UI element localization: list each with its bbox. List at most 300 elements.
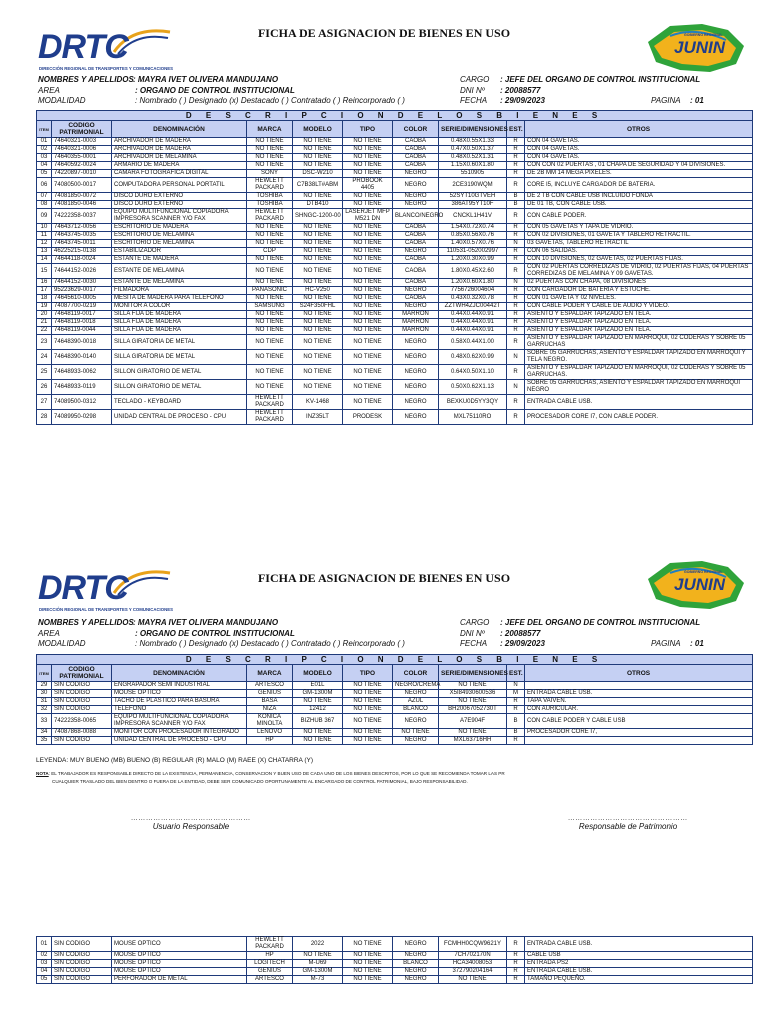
cell-item: 02 xyxy=(37,952,52,960)
cell-otros: CABLE USB xyxy=(525,952,753,960)
table-row xyxy=(37,395,753,410)
col-estado: EST. xyxy=(507,121,525,138)
cell-estado: R xyxy=(507,138,525,146)
cell-marca: HP xyxy=(247,952,293,960)
cell-color: NEGRO xyxy=(393,410,439,425)
legend: LEYENDA: MUY BUENO (MB) BUENO (B) REGULAR (R) MALO (M) RAEE (X) CHATARRA (Y) xyxy=(36,757,313,764)
cell-item: 17 xyxy=(37,287,52,295)
cell-color: NEGRO xyxy=(393,714,439,729)
col-denominacion: DENOMINACIÓN xyxy=(112,121,247,138)
cell-otros: ASIENTO Y ESPALDAR TAPIZADO EN TELA. xyxy=(525,319,753,327)
inventory-table-page-3 xyxy=(36,936,753,984)
cell-serie: 1.20X0.60X1.80 xyxy=(439,279,507,287)
cell-estado: B xyxy=(507,729,525,737)
cell-color: CAOBA xyxy=(393,224,439,232)
table-row xyxy=(37,714,753,729)
inventory-table-page-1 xyxy=(36,110,753,425)
rows-page-2 xyxy=(37,682,753,745)
cell-modelo: NO TIENE xyxy=(293,335,343,350)
cell-estado: R xyxy=(507,737,525,745)
fecha-label: FECHA xyxy=(460,96,488,105)
cell-modelo: GM-1300M xyxy=(293,690,343,698)
cell-codigo: 74648390-0018 xyxy=(52,335,112,350)
area-value-2: : ORGANO DE CONTROL INSTITUCIONAL xyxy=(135,629,295,638)
cell-otros: ASIENTO Y ESPALDAR TAPIZADO EN TELA. xyxy=(525,311,753,319)
cell-modelo: NO TIENE xyxy=(293,240,343,248)
cell-item: 32 xyxy=(37,706,52,714)
cell-tipo: NO TIENE xyxy=(343,737,393,745)
modalidad-value: : Nombrado ( ) Designado (x) Destacado ( ) Contratado ( ) Reincorporado ( ) xyxy=(135,96,405,105)
area-value: : ORGANO DE CONTROL INSTITUCIONAL xyxy=(135,86,295,95)
cell-serie: 110531-052002997 xyxy=(439,248,507,256)
cell-codigo: 74087700-0219 xyxy=(52,303,112,311)
cell-codigo: 74220897-0010 xyxy=(52,170,112,178)
col-serie: SERIE/DIMENSIONES xyxy=(439,665,507,682)
cell-tipo: NO TIENE xyxy=(343,248,393,256)
cell-codigo: 74648933-0062 xyxy=(52,365,112,380)
cell-codigo: 74222358-0065 xyxy=(52,714,112,729)
cell-modelo: NO TIENE xyxy=(293,224,343,232)
cell-marca: NO TIENE xyxy=(247,380,293,395)
cell-tipo: NO TIENE xyxy=(343,232,393,240)
cell-denominacion: DISCO DURO EXTERNO xyxy=(112,201,247,209)
cell-marca: SONY xyxy=(247,170,293,178)
cell-otros: ENTRADA CABLE USB. xyxy=(525,937,753,952)
cell-estado: B xyxy=(507,193,525,201)
cell-modelo: NO TIENE xyxy=(293,737,343,745)
cell-codigo: 74222358-0037 xyxy=(52,209,112,224)
section-title: D E S C R I P C I O N D E L O S B I E N E S xyxy=(37,655,753,665)
modalidad-value-2: : Nombrado ( ) Designado (x) Destacado ( ) Contratado ( ) Reincorporado ( ) xyxy=(135,639,405,648)
cell-tipo: NO TIENE xyxy=(343,968,393,976)
inventory-table-page-2 xyxy=(36,654,753,745)
cell-codigo: SIN CODIGO xyxy=(52,960,112,968)
cell-otros: CORE I5, INCLUYE CARGADOR DE BATERIA. xyxy=(525,178,753,193)
cell-tipo: NO TIENE xyxy=(343,146,393,154)
cell-marca: HEWLETT PACKARD xyxy=(247,395,293,410)
col-modelo: MODELO xyxy=(293,121,343,138)
cell-tipo: NO TIENE xyxy=(343,138,393,146)
cell-serie: MXL63716HH xyxy=(439,737,507,745)
cell-color: NEGRO xyxy=(393,193,439,201)
table-row xyxy=(37,256,753,264)
cell-denominacion: ARCHIVADOR DE MELAMINA xyxy=(112,154,247,162)
cell-serie: 0.48X0.52X1.31 xyxy=(439,154,507,162)
cell-denominacion: ESCRITORIO DE MELAMINA xyxy=(112,232,247,240)
cell-marca: HEWLETT PACKARD xyxy=(247,937,293,952)
cell-serie: NO TIENE xyxy=(439,698,507,706)
table-row xyxy=(37,706,753,714)
cell-estado: B xyxy=(507,201,525,209)
signature-line: ………………………………………… xyxy=(131,815,251,822)
cell-codigo: 74644152-0026 xyxy=(52,264,112,279)
cell-item: 23 xyxy=(37,335,52,350)
table-row xyxy=(37,154,753,162)
cell-codigo: SIN CODIGO xyxy=(52,737,112,745)
cell-serie: 52SYT10GTVEH xyxy=(439,193,507,201)
region-badge: JUNIN xyxy=(674,575,726,594)
nombres-value-2: : MAYRA IVET OLIVERA MANDUJANO xyxy=(133,618,279,627)
cell-marca: NO TIENE xyxy=(247,138,293,146)
table-row xyxy=(37,146,753,154)
cell-marca: HEWLETT PACKARD xyxy=(247,410,293,425)
cell-codigo: 74644152-0030 xyxy=(52,279,112,287)
cell-item: 03 xyxy=(37,154,52,162)
cell-color: CAOBA xyxy=(393,295,439,303)
col-modelo: MODELO xyxy=(293,665,343,682)
cell-estado: R xyxy=(507,968,525,976)
col-tipo: TIPO xyxy=(343,665,393,682)
cell-codigo: 74089500-0312 xyxy=(52,395,112,410)
cell-denominacion: ESTANTE DE MELAMINA xyxy=(112,279,247,287)
cell-serie: 0.44X0.44X0.91 xyxy=(439,311,507,319)
table-row xyxy=(37,240,753,248)
cell-denominacion: ESTANTE DE MADERA xyxy=(112,256,247,264)
cell-modelo: SHNGC-1200-00 xyxy=(293,209,343,224)
rows-page-1 xyxy=(37,138,753,425)
cell-item: 16 xyxy=(37,279,52,287)
cell-serie: 1.80X0.45X2.60 xyxy=(439,264,507,279)
table-row xyxy=(37,682,753,690)
cell-otros: CON 04 GAVETAS. xyxy=(525,138,753,146)
cell-codigo: 95223629-0017 xyxy=(52,287,112,295)
pagina-label-2: PAGINA xyxy=(651,639,681,648)
cell-item: 33 xyxy=(37,714,52,729)
cell-item: 22 xyxy=(37,327,52,335)
cell-modelo: NO TIENE xyxy=(293,279,343,287)
cell-otros: 03 GAVETAS, TABLERO RETRACTIL xyxy=(525,240,753,248)
cell-color: NEGRO xyxy=(393,335,439,350)
cell-item: 14 xyxy=(37,256,52,264)
cell-tipo: NO TIENE xyxy=(343,960,393,968)
cell-color: NEGRO xyxy=(393,178,439,193)
cell-modelo: NO TIENE xyxy=(293,327,343,335)
cell-serie: 2CE3190WQM xyxy=(439,178,507,193)
table-row xyxy=(37,232,753,240)
cell-denominacion: EQUIPO MULTIFUNCIONAL COPIADORA IMPRESORA SCANNER Y/O FAX xyxy=(112,714,247,729)
cell-color: NEGRO xyxy=(393,350,439,365)
cell-color: CAOBA xyxy=(393,256,439,264)
region-badge-small: GOBIERNO REGIONAL xyxy=(684,33,723,37)
cell-modelo: BIZHUB 367 xyxy=(293,714,343,729)
cell-codigo: 74643712-0056 xyxy=(52,224,112,232)
table-row xyxy=(37,209,753,224)
cell-modelo: NO TIENE xyxy=(293,264,343,279)
page-title: FICHA DE ASIGNACION DE BIENES EN USO xyxy=(257,26,511,40)
cell-modelo: M-U69 xyxy=(293,960,343,968)
table-row xyxy=(37,224,753,232)
junin-region-logo-2 xyxy=(640,557,750,621)
section-title: D E S C R I P C I O N D E L O S B I E N E S xyxy=(37,111,753,121)
cell-otros: ENTRADA PS2 xyxy=(525,960,753,968)
cell-codigo: 74648119-0044 xyxy=(52,327,112,335)
cell-color: NEGRO xyxy=(393,248,439,256)
cell-denominacion: TECLADO - KEYBOARD xyxy=(112,395,247,410)
cell-otros: 02 PUERTAS CON CHAPA, 08 DIVISIONES xyxy=(525,279,753,287)
cell-item: 06 xyxy=(37,178,52,193)
table-row xyxy=(37,295,753,303)
nombres-label: NOMBRES Y APELLIDOS xyxy=(38,75,134,84)
cell-estado: R xyxy=(507,154,525,162)
cell-codigo: SIN CODIGO xyxy=(52,952,112,960)
cell-serie: A7E904F xyxy=(439,714,507,729)
table-row xyxy=(37,690,753,698)
cell-tipo: NO TIENE xyxy=(343,303,393,311)
cell-tipo: NO TIENE xyxy=(343,365,393,380)
cell-denominacion: SILLON GIRATORIO DE METAL xyxy=(112,365,247,380)
cell-serie: ZZTWH4ZJC00442T xyxy=(439,303,507,311)
cell-item: 07 xyxy=(37,193,52,201)
table-row xyxy=(37,193,753,201)
table-row xyxy=(37,960,753,968)
cell-otros: CON 02 DIVISIONES, 01 GAVETA Y TABLERO RETRACTIL. xyxy=(525,232,753,240)
cell-codigo: 74640321-0006 xyxy=(52,146,112,154)
table-row xyxy=(37,279,753,287)
cell-otros: CON AURICULAR. xyxy=(525,706,753,714)
cell-estado: R xyxy=(507,232,525,240)
cell-modelo: DTB410 xyxy=(293,201,343,209)
cell-codigo: 74080500-0017 xyxy=(52,178,112,193)
col-serie: SERIE/DIMENSIONES xyxy=(439,121,507,138)
cell-marca: NO TIENE xyxy=(247,350,293,365)
table-row xyxy=(37,138,753,146)
cell-codigo: 74648933-0119 xyxy=(52,380,112,395)
signature-user xyxy=(126,815,256,831)
cell-otros: CON 04 GAVETAS. xyxy=(525,154,753,162)
cell-modelo: NO TIENE xyxy=(293,952,343,960)
cell-denominacion: MONITOR CON PROCESADOR INTEGRADO xyxy=(112,729,247,737)
cell-estado: R xyxy=(507,706,525,714)
modalidad-label-2: MODALIDAD xyxy=(38,639,86,648)
cell-tipo: NO TIENE xyxy=(343,682,393,690)
cell-modelo: S24F350FHL xyxy=(293,303,343,311)
cell-modelo: NO TIENE xyxy=(293,380,343,395)
table-row xyxy=(37,737,753,745)
cell-tipo: NO TIENE xyxy=(343,201,393,209)
cell-denominacion: SILLA FIJA DE MADERA xyxy=(112,327,247,335)
cell-color: BLANCO/NEGRO xyxy=(393,209,439,224)
cell-color: NO TIENE xyxy=(393,729,439,737)
cell-codigo: 74648119-0018 xyxy=(52,319,112,327)
cell-serie: 386AT95YT10F xyxy=(439,201,507,209)
cell-otros: CON CON 02 PUERTAS , 01 CHAPA DE SEGURIDAD Y 04 DIVISIONES. xyxy=(525,162,753,170)
cell-serie: 5510905 xyxy=(439,170,507,178)
cell-codigo: 74643745-0011 xyxy=(52,240,112,248)
cell-color: CAOBA xyxy=(393,232,439,240)
cell-serie: 1.54X0.72X0.74 xyxy=(439,224,507,232)
logo-subtitle: DIRECCIÓN REGIONAL DE TRANSPORTES Y COMUNICACIONES xyxy=(39,607,173,612)
table-row xyxy=(37,170,753,178)
cell-marca: ARTESCO xyxy=(247,682,293,690)
cell-otros: TAPA VAIVEN. xyxy=(525,698,753,706)
cell-codigo: SIN CODIGO xyxy=(52,682,112,690)
cell-color: MARRON xyxy=(393,319,439,327)
cell-marca: PANASONIC xyxy=(247,287,293,295)
cell-denominacion: MESITA DE MADERA PARA TELEFONO xyxy=(112,295,247,303)
table-row xyxy=(37,937,753,952)
cell-estado: R xyxy=(507,224,525,232)
cell-marca: NO TIENE xyxy=(247,365,293,380)
cell-marca: LOGITECH xyxy=(247,960,293,968)
cell-tipo: NO TIENE xyxy=(343,714,393,729)
cell-item: 18 xyxy=(37,295,52,303)
cell-tipo: NO TIENE xyxy=(343,937,393,952)
cell-item: 29 xyxy=(37,682,52,690)
cell-estado: R xyxy=(507,311,525,319)
cell-item: 10 xyxy=(37,224,52,232)
table-row xyxy=(37,178,753,193)
cell-otros: CON 01 GAVETA Y 02 NIVELES. xyxy=(525,295,753,303)
signature-line: ………………………………………… xyxy=(568,815,688,822)
table-row xyxy=(37,952,753,960)
cell-color: NEGRO xyxy=(393,690,439,698)
cell-marca: GENIUS xyxy=(247,968,293,976)
cell-otros: DE 2 TB CON CABLE USB INCLUIDO FONDA xyxy=(525,193,753,201)
cell-otros: CON 02 PUERTAS CORREDIZAS DE VIDRIO, 02 PUERTAS FIJAS, 04 PUERTAS CORREDIZAS DE MELAMINA Y 09 GAVETAS. xyxy=(525,264,753,279)
cell-tipo: NO TIENE xyxy=(343,264,393,279)
signature-user-label: Usuario Responsable xyxy=(152,822,230,831)
cell-color: NEGRO xyxy=(393,380,439,395)
cell-tipo: NO TIENE xyxy=(343,224,393,232)
cell-color: NEGRO xyxy=(393,365,439,380)
cell-tipo: NO TIENE xyxy=(343,193,393,201)
col-marca: MARCA xyxy=(247,121,293,138)
table-row xyxy=(37,350,753,365)
region-badge: JUNIN xyxy=(674,38,726,57)
cell-color: NEGRO xyxy=(393,170,439,178)
cell-modelo: HC-V250 xyxy=(293,287,343,295)
cell-item: 26 xyxy=(37,380,52,395)
cell-modelo: NO TIENE xyxy=(293,350,343,365)
cell-serie: 0.50X0.62X1.13 xyxy=(439,380,507,395)
cell-otros: CON 04 GAVETAS. xyxy=(525,146,753,154)
cell-item: 34 xyxy=(37,729,52,737)
table-header xyxy=(37,665,753,682)
cell-codigo: 74087868-0088 xyxy=(52,729,112,737)
cell-marca: NIZA xyxy=(247,706,293,714)
logo-subtitle: DIRECCIÓN REGIONAL DE TRANSPORTES Y COMUNICACIONES xyxy=(39,66,173,71)
cell-codigo: 74644118-0024 xyxy=(52,256,112,264)
cell-denominacion: MOUSE OPTICO xyxy=(112,952,247,960)
cell-item: 27 xyxy=(37,395,52,410)
region-badge-small: GOBIERNO REGIONAL xyxy=(684,570,723,574)
cell-marca: NO TIENE xyxy=(247,311,293,319)
cell-otros: CON 06 SALIDAS. xyxy=(525,248,753,256)
fecha-value: : 29/09/2023 xyxy=(500,96,545,105)
cell-item: 04 xyxy=(37,968,52,976)
sheet-page-2 xyxy=(0,545,768,845)
cell-modelo: INZ35LT xyxy=(293,410,343,425)
cell-modelo: 2022 xyxy=(293,937,343,952)
cell-serie: MXL75110RO xyxy=(439,410,507,425)
cell-serie: 0.43X0.32X0.78 xyxy=(439,295,507,303)
page-title-2: FICHA DE ASIGNACION DE BIENES EN USO xyxy=(257,571,511,585)
cell-marca: NO TIENE xyxy=(247,256,293,264)
cell-tipo: PRODESK xyxy=(343,410,393,425)
cell-denominacion: TACHO DE PLASTICO PARA BASURA xyxy=(112,698,247,706)
cell-otros: CON 05 GAVETAS Y TAPA DE VIDRIO. xyxy=(525,224,753,232)
cell-item: 15 xyxy=(37,264,52,279)
table-row xyxy=(37,287,753,295)
cell-estado: M xyxy=(507,690,525,698)
cell-serie: BEXKU0D5YY3QY xyxy=(439,395,507,410)
cell-marca: HP xyxy=(247,737,293,745)
cell-color: CAOBA xyxy=(393,138,439,146)
cell-marca: GENIUS xyxy=(247,690,293,698)
cell-codigo: 74081850-0046 xyxy=(52,201,112,209)
signature-patrimonio-label: Responsable de Patrimonio xyxy=(578,822,678,831)
cell-codigo: 74640355-0001 xyxy=(52,154,112,162)
cell-codigo: 74643745-0035 xyxy=(52,232,112,240)
cell-marca: CDP xyxy=(247,248,293,256)
cell-item: 28 xyxy=(37,410,52,425)
cell-estado: R xyxy=(507,698,525,706)
cell-modelo: M-73 xyxy=(293,976,343,984)
cell-color: NEGRO xyxy=(393,952,439,960)
cell-estado: R xyxy=(507,952,525,960)
cell-color: AZUL xyxy=(393,698,439,706)
cell-codigo: 74645610-0005 xyxy=(52,295,112,303)
cell-marca: SAMSUNG xyxy=(247,303,293,311)
cell-estado: N xyxy=(507,240,525,248)
cell-otros: CON CABLE PODER. xyxy=(525,209,753,224)
sheet-page-3 xyxy=(0,936,768,996)
table-row xyxy=(37,319,753,327)
cell-estado: R xyxy=(507,248,525,256)
dni-label: DNI Nº xyxy=(460,86,485,95)
cell-estado: R xyxy=(507,264,525,279)
cell-estado: R xyxy=(507,178,525,193)
cell-otros: ASIENTO Y ESPALDAR TAPIZADO EN MARROQUI, 02 CODERAS Y SOBRE 05 GARRUCHAS xyxy=(525,335,753,350)
cargo-value: : JEFE DEL ORGANO DE CONTROL INSTITUCIONAL xyxy=(500,75,701,84)
cell-item: 25 xyxy=(37,365,52,380)
cell-marca: NO TIENE xyxy=(247,232,293,240)
cell-otros: ENTRADA CABLE USB. xyxy=(525,968,753,976)
cell-modelo: C7B38LT#ABM xyxy=(293,178,343,193)
cell-marca: TOSHIBA xyxy=(247,201,293,209)
cell-modelo: NO TIENE xyxy=(293,138,343,146)
cell-serie: X5I84930600536 xyxy=(439,690,507,698)
cell-modelo: NO TIENE xyxy=(293,319,343,327)
pagina-value-2: : 01 xyxy=(690,639,704,648)
cell-denominacion: ESTABILIZADOR xyxy=(112,248,247,256)
cell-estado: R xyxy=(507,335,525,350)
cell-denominacion: MOUSE OPTICO xyxy=(112,690,247,698)
cell-codigo: SIN CODIGO xyxy=(52,690,112,698)
cell-modelo: GM-1300M xyxy=(293,968,343,976)
cell-otros: ENTRADA CABLE USB. xyxy=(525,395,753,410)
cell-estado: R xyxy=(507,146,525,154)
cell-tipo: NO TIENE xyxy=(343,279,393,287)
nota-line-2: CUALQUIER TRASLADO DEL BIEN DENTRO O FUERA DE LA ENTIDAD, DEBE SER COMUNICADO OPORTUNAMENTE AL ENCARGADO DE CONTROL PATRIMONIAL, BAJO RESPONSABILIDAD. xyxy=(52,779,468,784)
cell-estado: R xyxy=(507,295,525,303)
cell-color: NEGRO xyxy=(393,303,439,311)
cell-item: 09 xyxy=(37,209,52,224)
cell-tipo: NO TIENE xyxy=(343,350,393,365)
cell-otros: CON CABLE PODER Y CABLE DE AUDIO Y VIDEO. xyxy=(525,303,753,311)
cell-estado: R xyxy=(507,319,525,327)
cell-codigo: 74648390-0140 xyxy=(52,350,112,365)
cell-denominacion: UNIDAD CENTRAL DE PROCESO - CPU xyxy=(112,737,247,745)
cell-denominacion: ESCRITORIO DE MELAMINA xyxy=(112,240,247,248)
cargo-label: CARGO xyxy=(460,75,490,84)
cell-modelo: NO TIENE xyxy=(293,256,343,264)
cell-codigo: SIN CODIGO xyxy=(52,968,112,976)
cell-marca: NO TIENE xyxy=(247,146,293,154)
cell-color: NEGRO xyxy=(393,287,439,295)
cell-otros: PROCESADOR CORE I7, xyxy=(525,729,753,737)
cell-color: CAOBA xyxy=(393,264,439,279)
